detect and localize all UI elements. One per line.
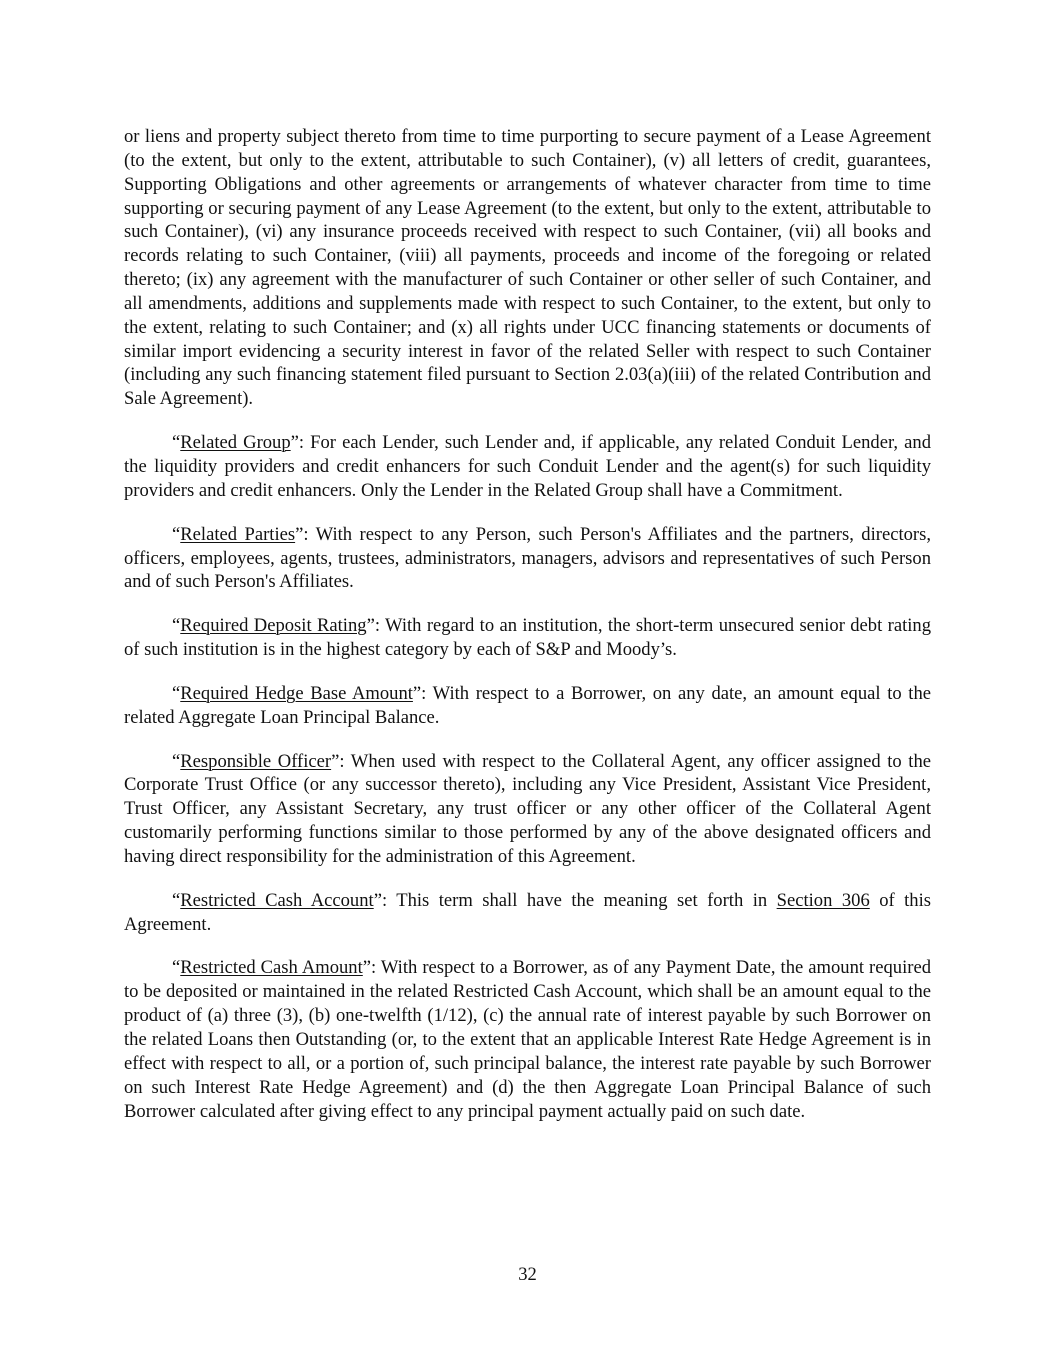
term-separator: ”:: [366, 615, 386, 637]
page-number: 32: [518, 1264, 537, 1285]
open-quote: “: [172, 682, 181, 704]
definition-text: With respect to any Person, such Person's Affiliates and the partners, directors, officers, employees, agents, trustees, administrators, managers, advisors and representatives of such Person and of such Person's Affiliates.: [124, 523, 932, 593]
term-separator: ”:: [412, 682, 433, 704]
definition-text: With respect to a Borrower, as of any Payment Date, the amount required to be deposited or maintained in the related Restricted Cash Account, which shall be an amount equal to the product of (a) three (3), (b) one-twelfth (1/12), (c) the annual rate of interest payable by such Borrower on the related Loans then Outstanding (or, to the extent that an applicable Interest Rate Hedge Agreement is in effect with respect to all, or a portion of, such principal balance, the interest rate payable by such Borrower on such Interest Rate Hedge Agreement) and (d) the then Aggregate Loan Principal Balance of such Borrower calculated after giving effect to any principal payment actually paid on such date.: [124, 957, 931, 1122]
definition-restricted-cash-account: [124, 889, 931, 937]
open-quote: “: [172, 432, 181, 454]
open-quote: “: [172, 750, 181, 772]
open-quote: “: [172, 889, 181, 911]
definition-text-end: of this Agreement.: [124, 889, 932, 935]
defined-term: Restricted Cash Account: [180, 889, 374, 911]
definition-related-group: [124, 431, 931, 503]
definition-restricted-cash-amount: [124, 956, 931, 1123]
open-quote: “: [172, 957, 181, 979]
term-separator: ”:: [290, 432, 311, 454]
term-separator: ”:: [373, 889, 397, 911]
definition-text: For each Lender, such Lender and, if applicable, any related Conduit Lender, and the liquidity providers and credit enhancers for such Conduit Lender and the agent(s) for such liquidity providers and credit enhancers. Only the Lender in the Related Group shall have a Commitment.: [124, 432, 931, 501]
continuation-paragraph: or liens and property subject thereto from time to time purporting to secure payment of a Lease Agreement (to the extent, but only to the extent, attributable to such Container), (v) all letters of credit, guarantees, Supporting Obligations and other agreements or arrangements of whatever character from time to time supporting or securing payment of any Lease Agreement (to the extent, but only to the extent, attributable to such Container), (vi) any insurance proceeds received with respect to such Container, (vii) all books and records relating to such Container, (viii) all payments, proceeds and income of the foregoing or related thereto; (ix) any agreement with the manufacturer of such Container or other seller of such Container, and all amendments, additions and supplements made with respect to such Container, to the extent, but only to the extent, relating to such Container; and (x) all rights under UCC financing statements or documents of similar import evidencing a security interest in favor of the related Seller with respect to such Container (including any such financing statement filed pursuant to Section 2.03(a)(iii) of the related Contribution and Sale Agreement).: [124, 126, 931, 410]
defined-term: Required Hedge Base Amount: [180, 682, 413, 704]
definition-responsible-officer: [124, 750, 931, 869]
open-quote: “: [172, 523, 181, 545]
open-quote: “: [172, 615, 181, 637]
definition-text: With regard to an institution, the short-term unsecured senior debt rating of such institution is in the highest category by each of S&P and Moody’s.: [124, 615, 931, 661]
definition-related-parties: [124, 523, 931, 595]
definition-text: With respect to a Borrower, on any date, an amount equal to the related Aggregate Loan Principal Balance.: [124, 682, 931, 728]
definition-required-hedge-base-amount: [124, 682, 931, 730]
defined-term: Responsible Officer: [180, 750, 332, 772]
term-separator: ”:: [295, 523, 316, 545]
term-separator: ”:: [331, 750, 351, 772]
defined-term: Restricted Cash Amount: [180, 957, 363, 979]
defined-term: Related Parties: [180, 523, 296, 545]
document-body: [124, 125, 931, 1143]
section-reference-link[interactable]: Section 306: [776, 889, 870, 911]
term-separator: ”:: [362, 957, 381, 979]
defined-term: Required Deposit Rating: [180, 615, 367, 637]
definition-text: This term shall have the meaning set forth in: [396, 889, 777, 911]
defined-term: Related Group: [180, 432, 291, 454]
definition-text: When used with respect to the Collateral Agent, any officer assigned to the Corporate Trust Office (or any successor thereto), including any Vice President, Assistant Vice President, Trust Officer, any Assistant Secretary, any trust officer or any other officer of the Collateral Agent customarily performing functions similar to those performed by any of the above designated officers and having direct responsibility for the administration of this Agreement.: [124, 750, 931, 867]
definition-required-deposit-rating: [124, 614, 931, 662]
